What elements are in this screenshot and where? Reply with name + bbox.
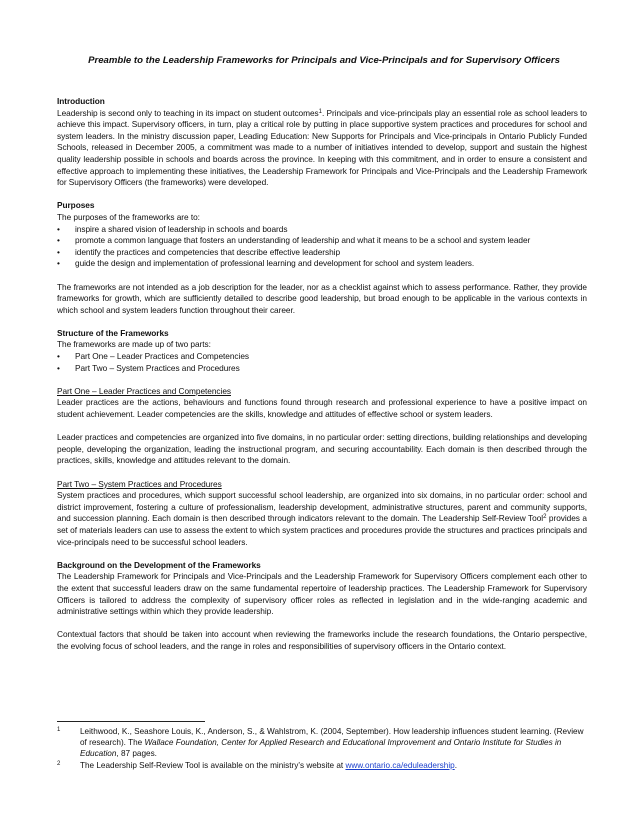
footnote-2-tail: .: [454, 760, 457, 770]
introduction-text-a: Leadership is second only to teaching in its impact on student outcomes: [57, 107, 319, 118]
structure-section: [57, 328, 587, 374]
footnote-number: 1: [57, 727, 61, 733]
background-paragraph-2: Contextual factors that should be taken into account when reviewing the frameworks include the research foundations, the Ontario perspective, the evolving focus of school leaders, and the range in roles and responsibilities of supervisory officers in the Ontario context.: [57, 629, 587, 651]
purpose-text: promote a common language that fosters an understanding of leadership and what it means to be a school and system leader: [75, 235, 531, 246]
introduction-text-b: . Principals and vice-principals play an essential role as school leaders to achieve this impact. Supervisory officers, in turn, play a critical role by putting in place supportive system practices and procedures for school and system leaders. In the ministry discussion paper, Leading Education: New Supports for Principals and Vice-principals in Ontario Publicly Funded Schools, released in December 2005, a commitment was made to a number of initiatives intended to develop, support and sustain the highest quality leadership possible in schools and boards across the province. In keeping with this commitment, and in order to ensure a consistent and effective approach to implementing these initiatives, the Leadership Framework for Principals and Vice-Principals and the Leadership Framework for Supervisory Officers (the frameworks) were developed.: [57, 107, 587, 188]
part-two-heading: Part Two – System Practices and Procedures: [57, 478, 222, 489]
structure-item-text: Part One – Leader Practices and Competencies: [75, 351, 249, 362]
footnote-1-italic: Wallace Foundation, Center for Applied Research and Educational Improvement and Ontario Institute for Studies in Education: [80, 738, 562, 759]
structure-lead: The frameworks are made up of two parts:: [57, 339, 211, 350]
purpose-text: identify the practices and competencies that describe effective leadership: [75, 246, 341, 257]
bullet-icon: •: [57, 258, 60, 269]
structure-item-text: Part Two – System Practices and Procedures: [75, 362, 240, 373]
part-two-paragraph: [57, 490, 587, 548]
footnote-divider: [57, 721, 205, 722]
part-one-paragraph-2: Leader practices and competencies are organized into five domains, in no particular order: setting directions, building relationships and developing people, developing the organization, leading the instructional program, and securing accountability. Each domain is then described through the practices, skills, knowledge and attitudes relevant to the domain.: [57, 432, 587, 466]
list-item: [57, 258, 587, 270]
document-title: Preamble to the Leadership Frameworks for Principals and Vice-Principals and for Supervisory Officers: [88, 55, 560, 66]
purposes-heading: Purposes: [57, 200, 95, 211]
purposes-lead: The purposes of the frameworks are to:: [57, 211, 200, 222]
introduction-heading: Introduction: [57, 96, 105, 106]
footnote-2: [57, 760, 589, 771]
footnote-ref-1: 1: [318, 108, 322, 115]
part-one-paragraph-1: Leader practices are the actions, behaviours and functions found through research and professional experience to have a positive impact on student achievement. Leader competencies are the skills, knowledge and attitudes of effective school or system leaders.: [57, 397, 587, 420]
footnotes: [57, 726, 589, 771]
context-section: [57, 629, 587, 652]
purpose-text: guide the design and implementation of professional learning and development for school and system leaders.: [75, 258, 475, 269]
bullet-icon: •: [57, 223, 60, 234]
ministry-website-link[interactable]: www.ontario.ca/eduleadership: [345, 760, 455, 770]
footnote-1: [57, 726, 589, 760]
list-item: [57, 235, 587, 247]
bullet-icon: •: [57, 235, 60, 246]
introduction-section: [57, 96, 587, 189]
background-section: [57, 560, 587, 618]
purposes-section: [57, 200, 587, 270]
introduction-paragraph: [57, 108, 587, 189]
structure-list: [57, 351, 587, 374]
structure-heading: Structure of the Frameworks: [57, 327, 169, 338]
part-one-domains-section: [57, 432, 587, 467]
background-heading: Background on the Development of the Frameworks: [57, 559, 261, 570]
not-intended-paragraph: The frameworks are not intended as a job description for the leader, nor as a checklist against which to assess performance. Rather, they provide frameworks for growth, which are sufficiently detailed to describe good leadership, but broad enough to be applicable in the various contexts in which school and system leaders function throughout their career.: [57, 281, 587, 315]
purpose-text: inspire a shared vision of leadership in schools and boards: [75, 223, 288, 234]
not-intended-section: [57, 282, 587, 317]
part-two-section: [57, 479, 587, 549]
part-two-text-b: provides a set of materials leaders can use to assess the extent to which system practices and procedures provide the structures and practices principals and vice-principals need to be successful school leaders.: [57, 513, 587, 547]
list-item: [57, 351, 587, 363]
part-two-text-a: System practices and procedures, which support successful school leadership, are organized into six domains, in no particular order: school and district improvement, fostering a culture of professionalism, leadership development, administrative structures, parent and community supports, and succession planning. Each domain is then described through indicators relevant to the domain. The Leadership Self-Review Tool: [57, 490, 587, 524]
bullet-icon: •: [57, 246, 60, 257]
bullet-icon: •: [57, 351, 60, 362]
background-paragraph-1: The Leadership Framework for Principals and Vice-Principals and the Leadership Framework for Supervisory Officers complement each other to the extent that successful leaders draw on the same fundamental repertoire of leadership practices. The Leadership Framework for Supervisory Officers is tailored to address the complexity of supervisory officer roles as reflected in legislation and in the wide-ranging academic and administrative settings within which they provide leadership.: [57, 571, 587, 617]
document-body: [57, 96, 587, 664]
list-item: [57, 224, 587, 236]
footnote-ref-2: 2: [543, 514, 547, 521]
footnote-1-tail: , 87 pages.: [116, 749, 157, 759]
footnote-2-text: The Leadership Self-Review Tool is available on the ministry’s website at: [80, 760, 346, 770]
part-one-heading: Part One – Leader Practices and Competencies: [57, 385, 231, 396]
bullet-icon: •: [57, 362, 60, 373]
purposes-list: [57, 224, 587, 270]
part-one-section: [57, 386, 587, 421]
list-item: [57, 247, 587, 259]
footnote-1-text: Leithwood, K., Seashore Louis, K., Anderson, S., & Wahlstrom, K. (2004, September). How leadership influences student learning. (Review of research). The: [80, 727, 584, 748]
footnote-number: 2: [57, 760, 61, 767]
list-item: [57, 363, 587, 375]
